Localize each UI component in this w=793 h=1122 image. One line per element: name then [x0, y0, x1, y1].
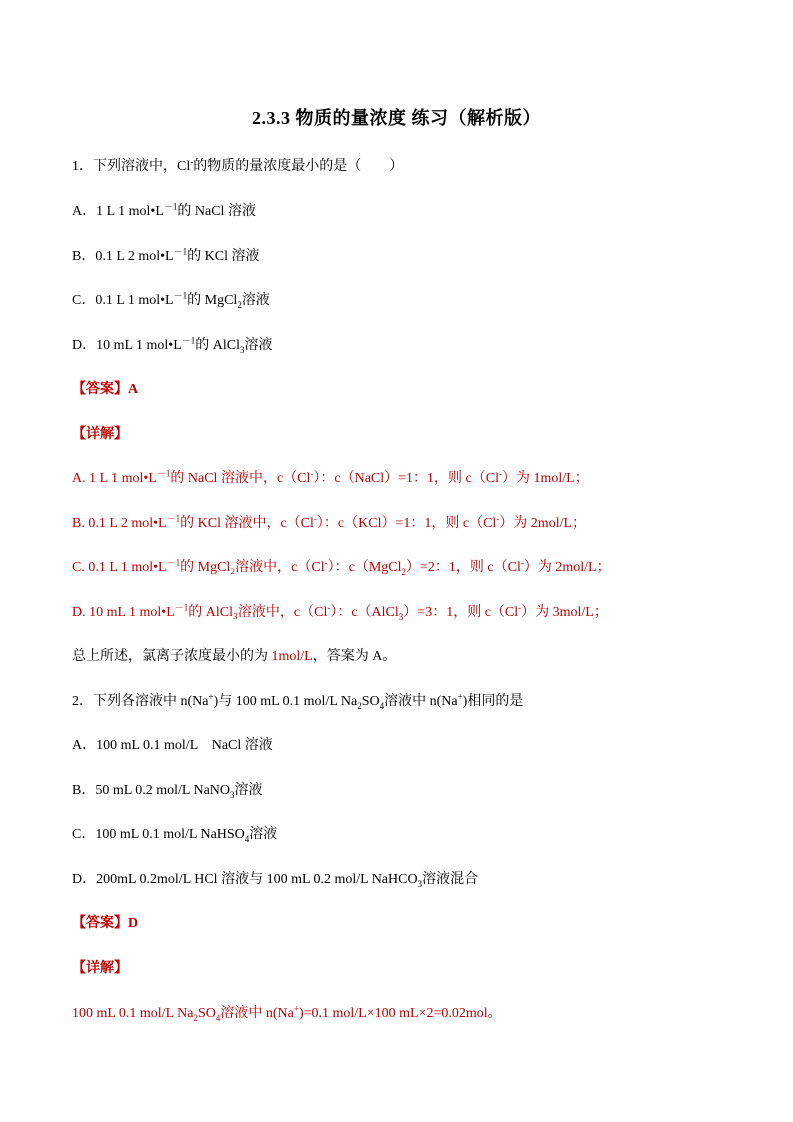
- option-text: 的 MgCl: [187, 293, 238, 308]
- superscript: －1: [174, 602, 189, 613]
- option-text: A．1 L 1 mol•L: [72, 204, 164, 219]
- superscript: -: [518, 602, 522, 613]
- option-text: 的 KCl 溶液: [187, 249, 260, 264]
- detail-text: 溶液中 n(Na: [220, 1006, 294, 1021]
- detail-text: D. 10 mL 1 mol•L: [72, 605, 175, 620]
- superscript: -: [310, 468, 314, 479]
- q1-option-d: [72, 336, 752, 356]
- subscript: 3: [398, 611, 404, 622]
- option-text: 溶液: [244, 338, 273, 353]
- detail-text: ）=3：1，则 c（Cl: [403, 605, 519, 620]
- subscript: 3: [240, 344, 245, 355]
- question-1-stem: [72, 157, 752, 177]
- option-text: A．100 mL 0.1 mol/L NaCl 溶液: [72, 738, 273, 753]
- superscript: -: [499, 468, 502, 479]
- page-title: 2.3.3 物质的量浓度 练习（解析版）: [252, 108, 541, 128]
- detail-text: ）=1：1，则 c（Cl: [384, 471, 499, 486]
- detail-text: ）=1：1，则 c（Cl: [381, 516, 497, 531]
- detail-text: 的 MgCl₂溶液中，c（Cl: [180, 560, 325, 575]
- superscript: －1: [156, 468, 171, 479]
- superscript: +: [208, 691, 214, 702]
- superscript: +: [293, 1003, 299, 1014]
- q1-detail-a: [72, 469, 752, 489]
- q2-option-b: [72, 781, 752, 801]
- subscript: 2: [193, 1012, 198, 1023]
- detail-text: )=0.1 mol/L×100 mL×2=0.02mol。: [298, 1006, 502, 1021]
- q1-summary: [72, 647, 752, 667]
- superscript: －1: [166, 513, 181, 524]
- superscript: +: [457, 691, 463, 702]
- stem-text: SO: [361, 694, 380, 709]
- subscript: 4: [215, 1012, 221, 1023]
- detail-text: ）=2：1，则 c（Cl: [406, 560, 521, 575]
- summary-text: 总上所述，氯离子浓度最小的为: [72, 649, 272, 664]
- q1-detail-b: [72, 514, 752, 534]
- detail-text: A. 1 L 1 mol•L: [72, 471, 157, 486]
- subscript: 2: [237, 299, 242, 310]
- q2-detail-label: 【详解】: [72, 961, 128, 976]
- stem-text: 溶液中 n(Na: [384, 694, 458, 709]
- option-text: B．0.1 L 2 mol•L: [72, 249, 174, 264]
- q1-option-b: [72, 247, 752, 267]
- q2-option-a: [72, 736, 752, 756]
- subscript: 2: [357, 700, 362, 711]
- q1-option-a: [72, 202, 752, 222]
- superscript: -: [496, 513, 500, 524]
- option-text: C．100 mL 0.1 mol/L NaHSO: [72, 827, 245, 842]
- option-text: C．0.1 L 1 mol•L: [72, 293, 174, 308]
- detail-text: ）：c（KCl: [316, 516, 382, 531]
- q1-detail-label: 【详解】: [72, 427, 128, 442]
- detail-text: SO: [197, 1006, 216, 1021]
- detail-text: 100 mL 0.1 mol/L Na: [72, 1006, 194, 1021]
- answer-text: 【答案】D: [72, 916, 139, 931]
- detail-text: ）为 2mol/L；: [523, 560, 611, 575]
- q1-option-c: [72, 291, 752, 311]
- stem-text: )相同的是: [462, 694, 524, 709]
- detail-text: 的 AlCl₃溶液中，c（Cl: [188, 605, 328, 620]
- superscript: －1: [166, 557, 181, 568]
- superscript: -: [313, 513, 317, 524]
- stem-text: 的物质的量浓度最小的是（ ）: [193, 159, 404, 174]
- subscript: 4: [244, 833, 250, 844]
- superscript: －1: [173, 290, 188, 301]
- option-text: 溶液: [249, 827, 278, 842]
- option-text: 溶液混合: [422, 872, 479, 887]
- q2-option-d: [72, 870, 752, 890]
- option-text: D．200mL 0.2mol/L HCl 溶液与 100 mL 0.2 mol/L NaHCO: [72, 872, 418, 887]
- question-2-stem: [72, 692, 752, 712]
- superscript: -: [327, 602, 331, 613]
- option-text: B．50 mL 0.2 mol/L NaNO: [72, 783, 231, 798]
- option-text: 的 NaCl 溶液: [177, 204, 256, 219]
- summary-highlight: 1mol/L: [271, 649, 313, 664]
- option-text: 的 AlCl: [195, 338, 241, 353]
- q2-option-c: [72, 825, 752, 845]
- detail-text: ）：c（NaCl: [313, 471, 385, 486]
- q2-detail: [72, 1004, 752, 1024]
- superscript: -: [324, 557, 328, 568]
- q1-detail-d: [72, 603, 752, 623]
- superscript: －1: [181, 335, 196, 346]
- stem-text: 2．下列各溶液中 n(Na: [72, 694, 209, 709]
- detail-text: 的 NaCl 溶液中，c（Cl: [170, 471, 311, 486]
- detail-text: ）为 3mol/L；: [521, 605, 608, 620]
- option-text: 溶液: [234, 783, 263, 798]
- q1-detail-c: [72, 558, 752, 578]
- subscript: 4: [379, 700, 385, 711]
- detail-text: ）为 2mol/L；: [499, 516, 587, 531]
- superscript: -: [520, 557, 524, 568]
- subscript: 2: [401, 566, 407, 577]
- subscript: 3: [230, 789, 235, 800]
- stem-text: 1．下列溶液中，Cl: [72, 159, 191, 174]
- detail-text: 的 KCl 溶液中，c（Cl: [180, 516, 314, 531]
- q1-answer: [72, 380, 752, 400]
- summary-text: ，答案为 A。: [312, 649, 397, 664]
- detail-text: ）为 1mol/L；: [502, 471, 589, 486]
- detail-text: ）：c（AlCl: [330, 605, 399, 620]
- subscript: 3: [417, 878, 423, 889]
- q2-answer: [72, 914, 752, 934]
- superscript: -: [190, 156, 194, 167]
- option-text: D．10 mL 1 mol•L: [72, 338, 182, 353]
- superscript: －1: [173, 246, 188, 257]
- detail-text: ）：c（MgCl: [327, 560, 402, 575]
- stem-text: )与 100 mL 0.1 mol/L Na: [213, 694, 358, 709]
- superscript: －1: [163, 201, 178, 212]
- detail-text: B. 0.1 L 2 mol•L: [72, 516, 167, 531]
- option-text: 溶液: [241, 293, 270, 308]
- answer-text: 【答案】A: [72, 382, 139, 397]
- detail-text: C. 0.1 L 1 mol•L: [72, 560, 167, 575]
